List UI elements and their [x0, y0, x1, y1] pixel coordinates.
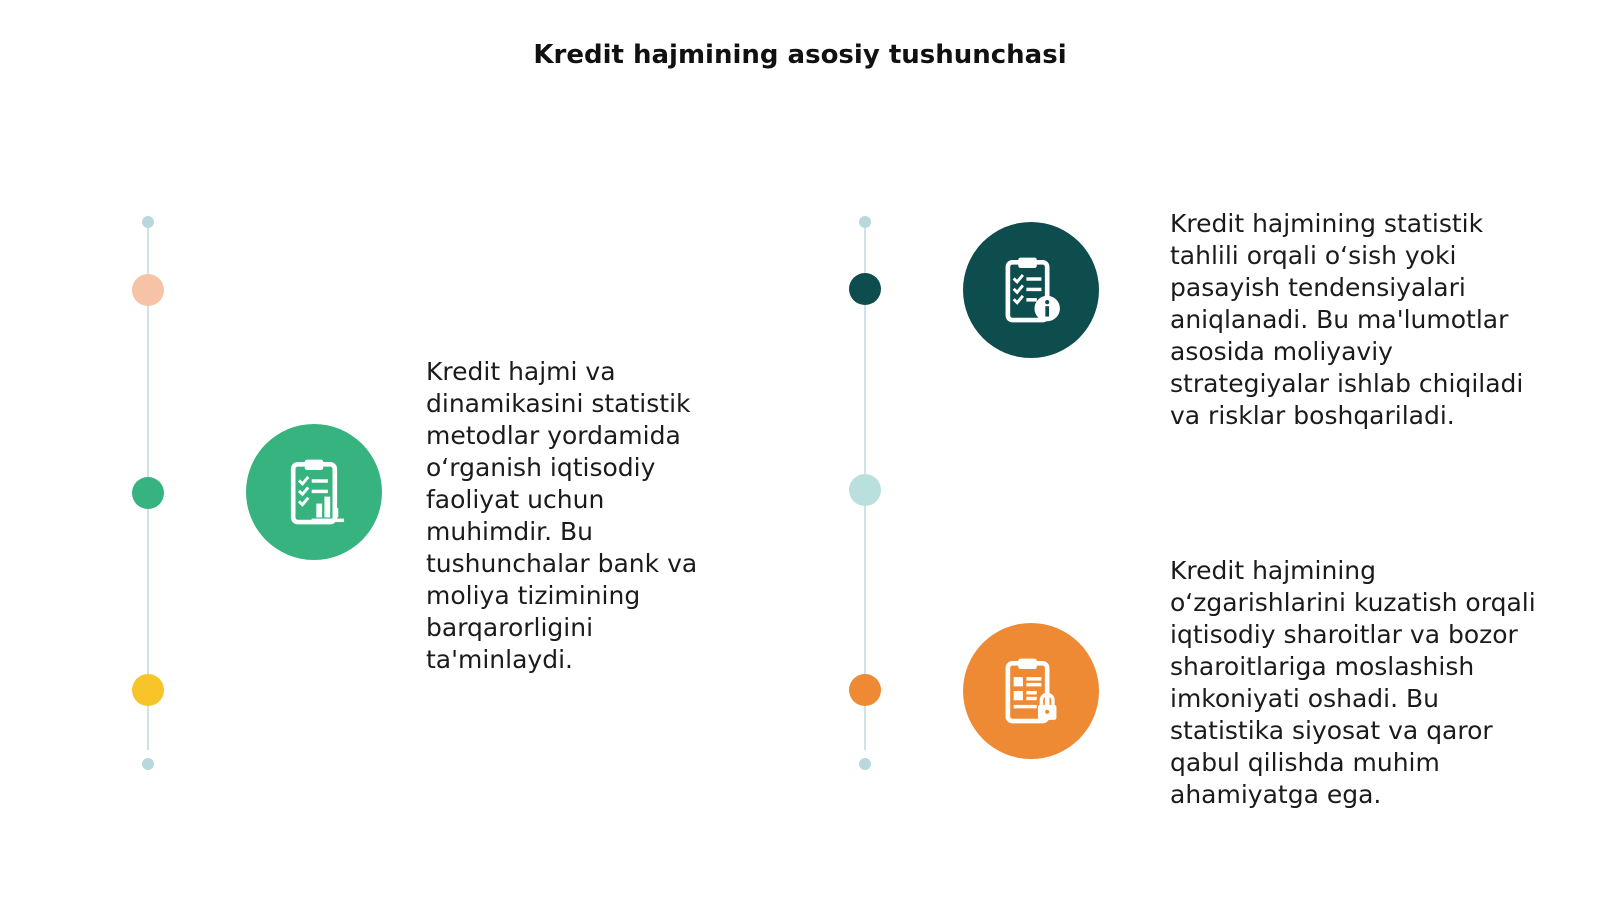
left-timeline-dot-yellow — [132, 674, 164, 706]
right-timeline-bottom-end — [859, 758, 871, 770]
clipboard-lock-icon — [963, 623, 1099, 759]
left-timeline-bottom-end — [142, 758, 154, 770]
item-3-text: Kredit hajmining o‘zgarishlarini kuzatish orqali iqtisodiy sharoitlar va bozor sharoitlariga moslashish imkoniyati oshadi. Bu statistika siyosat va qaror qabul qilishda muhim ahamiyatga ega. — [1170, 556, 1536, 809]
left-timeline-dot-green — [132, 477, 164, 509]
page-title: Kredit hajmining asosiy tushunchasi — [533, 40, 1067, 70]
clipboard-info-icon — [963, 222, 1099, 358]
clipboard-chart-icon — [246, 424, 382, 560]
right-timeline-dot-orange — [849, 674, 881, 706]
item-1-text: Kredit hajmi va dinamikasini statistik metodlar yordamida o‘rganish iqtisodiy faoliyat uchun muhimdir. Bu tushunchalar bank va moliya tizimining barqarorligini ta'minlaydi. — [426, 357, 698, 674]
left-timeline-top-end — [142, 216, 154, 228]
right-timeline-top-end — [859, 216, 871, 228]
left-timeline-dot-peach — [132, 274, 164, 306]
right-timeline-dot-light-teal — [849, 474, 881, 506]
item-2-text: Kredit hajmining statistik tahlili orqali o‘sish yoki pasayish tendensiyalari aniqlanadi. Bu ma'lumotlar asosida moliyaviy strategiyalar ishlab chiqiladi va risklar boshqariladi. — [1170, 209, 1524, 430]
right-timeline-dot-dark-teal — [849, 273, 881, 305]
